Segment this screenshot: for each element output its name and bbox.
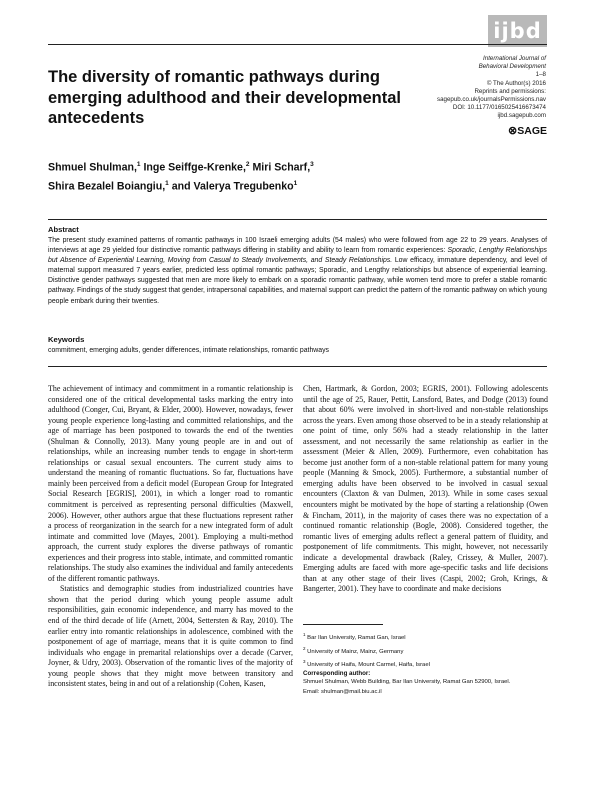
footnote-text: Bar Ilan University, Ramat Gan, Israel <box>307 634 406 641</box>
correspondence-heading: Corresponding author: <box>303 670 371 677</box>
article-title: The diversity of romantic pathways during emerging adulthood and their developmental antecedents <box>48 68 401 127</box>
header-rule <box>48 44 547 45</box>
copyright: © The Author(s) 2016 <box>486 79 546 87</box>
correspondence-address: Shmuel Shulman, Webb Building, Bar Ilan University, Ramat Gan 52900, Israel. <box>303 679 511 686</box>
abstract-part-2: Low efficacy, immature dependency, and level of maternal support measured 7 years earlier, predicted less optimal romantic pathways; Sporadic, and Lengthy relationships but absence of experiential learning. Distinctive gender pathways suggested that men are more likely to embark on a sporadic romantic pathway, while women tend more to prefer a stable romantic pathway. Findings of the study suggest that gender, intrapersonal capabilities, and maternal support can predict the pattern of the romantic pathway on which young people embark during their twenties. <box>48 257 547 305</box>
body-paragraph: Statistics and demographic studies from industrialized countries have shown that the period during which young people assume adult responsibilities, gain economic independence, and marry has moved to the end of the third decade of life (Arnett, 2004, Settersten & Ray, 2010). The earlier entry into romantic relationships in adolescence, combined with the postponement of age of marriage, means that it is quite common to find individuals who engage in premarital relationships over a decade (Carver, Joyner, & Udry, 2003). Observation of the romantic lives of the majority of young people shows that they might move between transitory and inconsistent states, being in and out of a relationship (Cohen, Kasen, <box>48 584 293 689</box>
author-list <box>48 157 428 194</box>
abstract-top-rule <box>48 219 547 220</box>
keywords-heading: Keywords <box>48 335 85 344</box>
footnote-item <box>303 630 547 644</box>
abstract-heading: Abstract <box>48 225 79 234</box>
footnote-item <box>303 644 547 658</box>
footnote-number: 3 <box>303 659 306 665</box>
article-meta <box>420 55 546 121</box>
reprints-label: Reprints and permissions: <box>474 87 546 95</box>
correspondence-block <box>303 669 547 697</box>
abstract-pathways: Sporadic, Lengthy Relationships but Absence of Experiential Learning, Moving from Casual to Steady Involvements, and Steady Relationships. <box>48 247 547 265</box>
journal-site[interactable]: ijbd.sagepub.com <box>497 112 546 120</box>
author-name: Inge Seiffge-Krenke, <box>140 161 246 174</box>
abstract-part-1: The present study examined patterns of romantic pathways in 100 Israeli emerging adults (54 males) who were followed from age 22 to 29 years. Analyses of interviews at age 29 yielded four distinctive romantic pathways differing in stability and ability to learn from romantic experiences: <box>48 237 547 255</box>
keywords-text: commitment, emerging adults, gender differences, intimate relationships, romantic pathways <box>48 347 329 354</box>
body-paragraph: Chen, Hartmark, & Gordon, 2003; EGRIS, 2001). Following adolescents until the age of 25, Rauer, Pettit, Lansford, Bates, and Dodge (2013) found that about 60% were involved in short-lived and non-stable relationships across the years. Even among those observed to be in a steady relationship at one point of time, only 56% had a steady relationship in the latter assessment, and not necessarily the same relationship as earlier in the assessment (Meier & Allen, 2009). Furthermore, even cohabitation has become just another form of a non-stable relational pattern for many young people (Manning & Smock, 2005). Furthermore, a substantial number of emerging adults have been observed to be involved in casual sexual encounters (Claxton & van Dulmen, 2013). While in some cases sexual encounters might be motivated by the hope of starting a relationship (Owen & Fincham, 2011), in the majority of cases there was no expectation of a continued romantic relationship (Bogle, 2008). Considered together, the romantic lives of emerging adults reflect a general pattern of fluidity, and postponement of life commitments. This might, however, not necessarily indicate a developmental drawback (Raley, Crissey, & Muller, 2007). Emerging adults are faced with more age-specific tasks and life decisions than at any other stage of their lives (Caspi, 2002; Groh, Krings, & Bangerter, 2001). They have to coordinate and make decisions <box>303 384 548 594</box>
doi[interactable]: DOI: 10.1177/0165025416673474 <box>452 104 546 112</box>
author-affiliation-mark: 1 <box>293 179 298 187</box>
body-column-left <box>48 384 293 690</box>
page-range: 1–8 <box>535 71 546 79</box>
footnote-rule <box>303 624 383 625</box>
author-name: Miri Scharf, <box>249 161 311 174</box>
author-line-1 <box>48 157 428 176</box>
footnote-text: University of Mainz, Mainz, Germany <box>307 648 404 655</box>
author-line-2 <box>48 176 428 195</box>
journal-name-line2: Behavioral Development <box>478 63 546 71</box>
author-affiliation-mark: 1 <box>136 161 141 168</box>
reprints-url[interactable]: sagepub.co.uk/journalsPermissions.nav <box>436 96 546 104</box>
author-name: Shmuel Shulman, <box>48 161 137 174</box>
correspondence-email[interactable]: Email: shulman@mail.biu.ac.il <box>303 688 382 695</box>
abstract-text <box>48 236 547 307</box>
author-affiliation-mark: 1 <box>165 179 169 187</box>
footnote-text: University of Haifa, Mount Carmel, Haifa, Israel <box>307 662 430 669</box>
author-name: and Valerya Tregubenko <box>168 180 294 193</box>
author-affiliation-mark: 2 <box>245 161 250 168</box>
sage-s-icon: ⊗ <box>508 125 518 137</box>
footnote-number: 2 <box>303 645 306 651</box>
affiliation-footnotes <box>303 630 547 671</box>
body-paragraph: The achievement of intimacy and commitment in a romantic relationship is considered one of the critical developmental tasks marking the entry into adulthood (Conger, Cui, Bryant, & Elder, 2000). However, nowadays, fewer young people experience long-lasting and committed relationships, and the age of marriage has been postponed to towards the end of the twenties (Shulman & Connolly, 2013). Many young people are in and out of relationships, while an increasing number tends to engage in short-term relationships or casual sexual encounters. The current study aims to understand the meaning of romantic fluctuations. So far, fluctuations have mainly been perceived from a deficit model (European Group for Integrated Social Research [EGRIS], 2001), in which a longer road to romantic commitment is perceived as representing personal difficulties (Maxwell, 2006). However, other authors argue that these fluctuations represent rather a process of reorganization in the search for a new integrated form of adult intimate and committed love (Mayes, 2001). Employing a multi-method approach, the current study explores the diverse pathways of romantic experiences and their progress into stable, intimate, and committed romantic relationships. The study also examines the individual and family antecedents of the different romantic pathways. <box>48 384 293 583</box>
journal-logo: ijbd <box>488 15 547 47</box>
publisher-name: SAGE <box>517 125 547 137</box>
journal-name-line1: International Journal of <box>483 55 546 62</box>
footnote-number: 1 <box>303 632 306 637</box>
author-name: Shira Bezalel Boiangiu, <box>48 180 166 193</box>
author-affiliation-mark: 3 <box>310 161 314 168</box>
body-column-right <box>303 384 548 595</box>
keywords-bottom-rule <box>48 366 547 367</box>
publisher-logo <box>506 125 547 137</box>
